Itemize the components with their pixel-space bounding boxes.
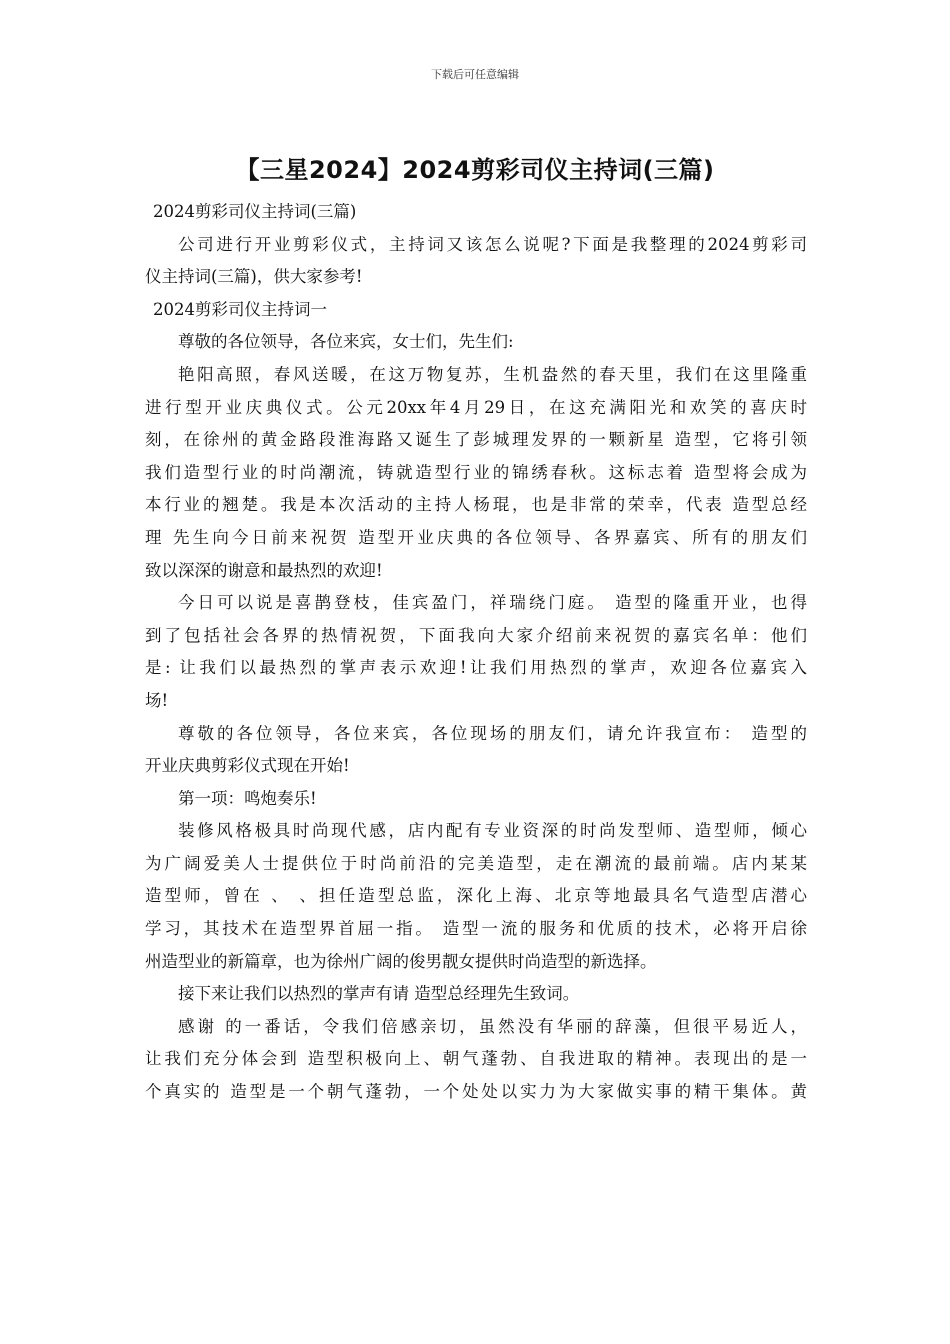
body-line: 学习，其技术在造型界首屈一指。 造型一流的服务和优质的技术，必将开启徐 [145,919,807,939]
body-line: 造型师，曾在 、 、担任造型总监，深化上海、北京等地最具名气造型店潜心 [145,886,807,906]
body-line: 2024剪彩司仪主持词(三篇) [153,202,357,221]
body-line: 刻，在徐州的黄金路段淮海路又诞生了彭城理发界的一颗新星 造型，它将引领 [145,430,807,450]
body-line: 公司进行开业剪彩仪式，主持词又该怎么说呢?下面是我整理的2024剪彩司 [178,234,807,254]
body-line: 尊敬的各位领导，各位来宾，各位现场的朋友们，请允许我宣布： 造型的 [178,723,807,743]
body-line: 是: 让我们以最热烈的掌声表示欢迎!让我们用热烈的掌声，欢迎各位嘉宾入 [145,658,807,678]
document-body [145,196,807,1109]
body-line: 仪主持词(三篇)，供大家参考! [145,267,363,287]
body-line: 第一项：鸣炮奏乐! [178,788,317,808]
body-line: 州造型业的新篇章，也为徐州广阔的俊男靓女提供时尚造型的新选择。 [145,951,657,971]
document-title: 【三星2024】2024剪彩司仪主持词(三篇) [235,156,715,184]
body-line: 到了包括社会各界的热情祝贺，下面我向大家介绍前来祝贺的嘉宾名单：他们 [145,625,807,645]
body-line: 2024剪彩司仪主持词一 [153,299,327,319]
body-line: 感谢 的一番话，令我们倍感亲切，虽然没有华丽的辞藻，但很平易近人， [178,1016,807,1036]
body-line: 理 先生向今日前来祝贺 造型开业庆典的各位领导、各界嘉宾、所有的朋友们 [145,527,807,547]
body-line: 个真实的 造型是一个朝气蓬勃，一个处处以实力为大家做实事的精干集体。黄 [145,1082,807,1102]
body-line: 为广阔爱美人士提供位于时尚前沿的完美造型，走在潮流的最前端。店内某某 [145,853,807,873]
body-line: 今日可以说是喜鹊登枝，佳宾盈门，祥瑞绕门庭。 造型的隆重开业，也得 [178,593,807,613]
body-line: 接下来让我们以热烈的掌声有请 造型总经理先生致词。 [178,984,580,1004]
body-line: 尊敬的各位领导，各位来宾，女士们，先生们: [178,332,514,352]
body-line: 场! [145,690,169,710]
page-header: 下载后可任意编辑 [431,68,519,81]
body-line: 艳阳高照，春风送暖，在这万物复苏，生机盎然的春天里，我们在这里隆重 [178,364,807,384]
body-line: 让我们充分体会到 造型积极向上、朝气蓬勃、自我进取的精神。表现出的是一 [145,1049,807,1069]
body-line: 我们造型行业的时尚潮流，铸就造型行业的锦绣春秋。这标志着 造型将会成为 [145,462,807,482]
body-line: 本行业的翘楚。我是本次活动的主持人杨琨，也是非常的荣幸，代表 造型总经 [145,495,807,515]
body-line: 致以深深的谢意和最热烈的欢迎! [145,560,383,580]
body-line: 进行型开业庆典仪式。公元20xx年4月29日，在这充满阳光和欢笑的喜庆时 [145,397,807,417]
body-line: 装修风格极具时尚现代感，店内配有专业资深的时尚发型师、造型师，倾心 [178,821,807,841]
body-line: 开业庆典剪彩仪式现在开始! [145,756,350,776]
